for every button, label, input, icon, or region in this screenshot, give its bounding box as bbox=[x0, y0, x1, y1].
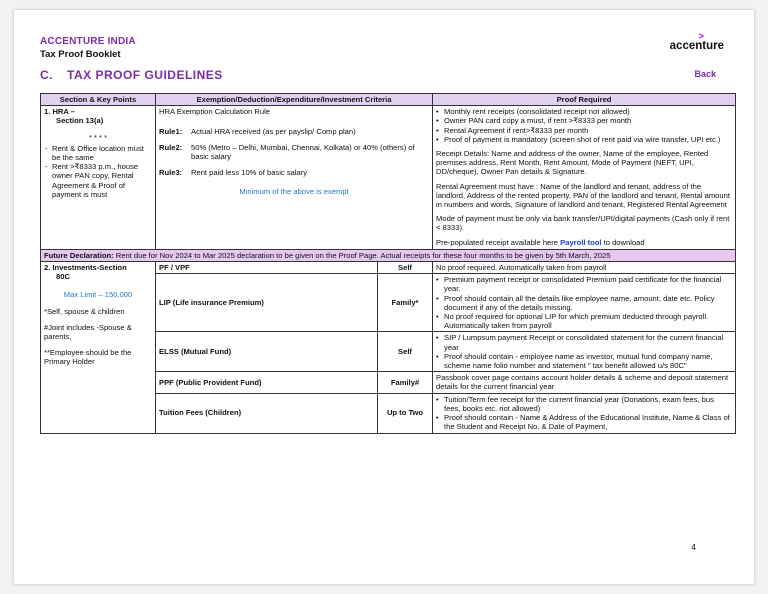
rule-label: Rule1: bbox=[159, 127, 183, 137]
proof-bullet: • No proof required for optional LIP for which premium deducted through payroll. Automatically taken from payroll bbox=[436, 312, 732, 330]
proof-bullet: • Owner PAN card copy a must, if rent >₹8333 per month bbox=[436, 116, 732, 125]
payroll-tool-link[interactable]: Payroll tool bbox=[560, 237, 602, 247]
proof-bullet: • SIP / Lumpsum payment Receipt or consolidated statement for the current financial year bbox=[436, 333, 732, 351]
inv-note-1: *Self, spouse & children bbox=[44, 306, 125, 316]
accenture-logo bbox=[669, 31, 724, 52]
prepopulated-receipt bbox=[436, 238, 732, 247]
hra-rule-2 bbox=[159, 143, 429, 161]
rule-label: Rule3: bbox=[159, 168, 183, 178]
hra-calc-title: HRA Exemption Calculation Rule bbox=[159, 107, 271, 117]
hra-key-points bbox=[41, 106, 156, 250]
inv-proof: No proof required. Automatically taken from payroll bbox=[433, 262, 736, 274]
header-section: Section & Key Points bbox=[41, 94, 156, 106]
org-name: ACCENTURE INDIA bbox=[40, 36, 136, 47]
hra-rule-3 bbox=[159, 168, 429, 177]
hra-min-note: Minimum of the above is exempt bbox=[239, 187, 349, 197]
inv-name: PF / VPF bbox=[156, 262, 378, 274]
hra-title: 1. HRA – bbox=[44, 107, 75, 117]
rule-text: Rent paid less 10% of basic salary bbox=[191, 168, 308, 178]
hra-points bbox=[44, 144, 152, 199]
rule-label: Rule2: bbox=[159, 142, 183, 152]
proof-bullet: • Proof should contain all the details like employee name, amount, date etc. Policy document if any of the details missing. bbox=[436, 294, 732, 312]
proof-bullet: • Proof should contain - employee name as investor, mutual fund company name, scheme name folio number and statement " tax benefit allowed u/s 80C" bbox=[436, 352, 732, 370]
hra-stars: * * * * bbox=[88, 132, 108, 142]
future-declaration-row bbox=[41, 249, 736, 261]
inv-who: Self bbox=[378, 262, 433, 274]
header-criteria: Exemption/Deduction/Expenditure/Investment Criteria bbox=[156, 94, 433, 106]
accenture-logo-icon: > bbox=[698, 31, 704, 41]
hra-point: - Rent & Office location must be the same bbox=[44, 144, 152, 162]
receipt-details: Receipt Details: Name and address of the owner, Name of the employee, Rented premises address, Rent Month, Rent Amount, Mode of Payment (NEFT, UPI, DD/cheque), Owner Pan details & Signature. bbox=[436, 149, 709, 177]
page-number: 4 bbox=[691, 542, 696, 552]
inv-row-pf bbox=[41, 262, 736, 274]
guidelines-table bbox=[40, 93, 736, 434]
inv-proof: Passbook cover page contains account holder details & scheme and deposit statement details for the current financial year bbox=[433, 372, 736, 393]
section-title bbox=[40, 68, 223, 82]
hra-section: Section 13(a) bbox=[56, 116, 104, 126]
inv-note-2: #Joint includes -Spouse & parents, bbox=[44, 322, 132, 342]
mode-of-payment: Mode of payment must be only via bank transfer/UPI/digital payments (Cash only if rent < 8333). bbox=[436, 214, 730, 233]
inv-who: Self bbox=[378, 332, 433, 372]
rule-text: Actual HRA received (as per payslip/ Comp plan) bbox=[191, 127, 356, 137]
rental-agreement: Rental Agreement must have : Name of the landlord and tenant, address of the landlord, Address of the rented property, PAN of the landlord and tenant, Rental amount in numbers and words, Signature of landlord and tenant, Registered Rental Agreement bbox=[436, 181, 730, 210]
inv-who: Family* bbox=[378, 274, 433, 332]
inv-max-limit: Max Limit – 150,000 bbox=[63, 290, 133, 300]
inv-name: Tuition Fees (Children) bbox=[156, 393, 378, 433]
inv-who: Up to Two bbox=[378, 393, 433, 433]
logo-text: accenture bbox=[669, 40, 724, 52]
proof-bullet: • Proof of payment is mandatory (screen shot of rent paid via wire transfer, UPI etc.) bbox=[436, 135, 732, 144]
inv-key-points bbox=[41, 262, 156, 433]
back-link[interactable]: Back bbox=[694, 69, 716, 79]
inv-note-3: **Employee should be the Primary Holder bbox=[44, 348, 132, 367]
inv-proof bbox=[433, 274, 736, 332]
inv-name: PPF (Public Provident Fund) bbox=[156, 372, 378, 393]
inv-who: Family# bbox=[378, 372, 433, 393]
hra-proof-bullets bbox=[436, 107, 732, 144]
section-title-text: TAX PROOF GUIDELINES bbox=[67, 68, 223, 82]
inv-proof-list bbox=[436, 395, 732, 432]
hra-criteria bbox=[156, 106, 433, 250]
prepopulated-suffix: to download bbox=[603, 237, 645, 247]
proof-bullet: • Rental Agreement if rent>₹8333 per month bbox=[436, 126, 732, 135]
hra-proof bbox=[433, 106, 736, 250]
hra-row bbox=[41, 106, 736, 250]
inv-title: 2. Investments-Section bbox=[44, 263, 127, 273]
proof-bullet: • Tuition/Term fee receipt for the current financial year (Donations, exam fees, bus fees, books etc. not allowed) bbox=[436, 395, 732, 413]
inv-proof-list bbox=[436, 275, 732, 330]
booklet-title: Tax Proof Booklet bbox=[40, 49, 121, 60]
rule-text: 50% (Metro – Delhi, Mumbai, Chennai, Kolkata) or 40% (others) of basic salary bbox=[191, 142, 415, 161]
inv-proof-list bbox=[436, 333, 732, 370]
proof-bullet: • Monthly rent receipts (consolidated receipt not allowed) bbox=[436, 107, 732, 116]
table-header-row bbox=[41, 94, 736, 106]
document-page bbox=[14, 10, 754, 584]
future-label: Future Declaration: bbox=[44, 250, 114, 260]
inv-section: 80C bbox=[56, 272, 70, 282]
inv-proof bbox=[433, 332, 736, 372]
future-declaration bbox=[41, 249, 736, 261]
proof-bullet: • Proof should contain - Name & Address of the Educational Institute, Name & Class of the Student and Receipt No. & Date of Payment, bbox=[436, 413, 732, 431]
inv-name: ELSS (Mutual Fund) bbox=[156, 332, 378, 372]
future-text: Rent due for Nov 2024 to Mar 2025 declaration to be given on the Proof Page. Actual receipts for these four months to be given by 5th March, 2025 bbox=[115, 250, 611, 260]
section-number: C. bbox=[40, 68, 53, 82]
hra-point: - Rent >₹8333 p.m., house owner PAN copy, Rental Agreement & Proof of payment is must bbox=[44, 162, 152, 199]
inv-name: LIP (Life insurance Premium) bbox=[156, 274, 378, 332]
header-proof: Proof Required bbox=[433, 94, 736, 106]
prepopulated-text: Pre-populated receipt available here bbox=[436, 237, 559, 247]
inv-proof bbox=[433, 393, 736, 433]
hra-rule-1 bbox=[159, 127, 429, 136]
proof-bullet: • Premium payment receipt or consolidated Premium paid certificate for the financial year. bbox=[436, 275, 732, 293]
